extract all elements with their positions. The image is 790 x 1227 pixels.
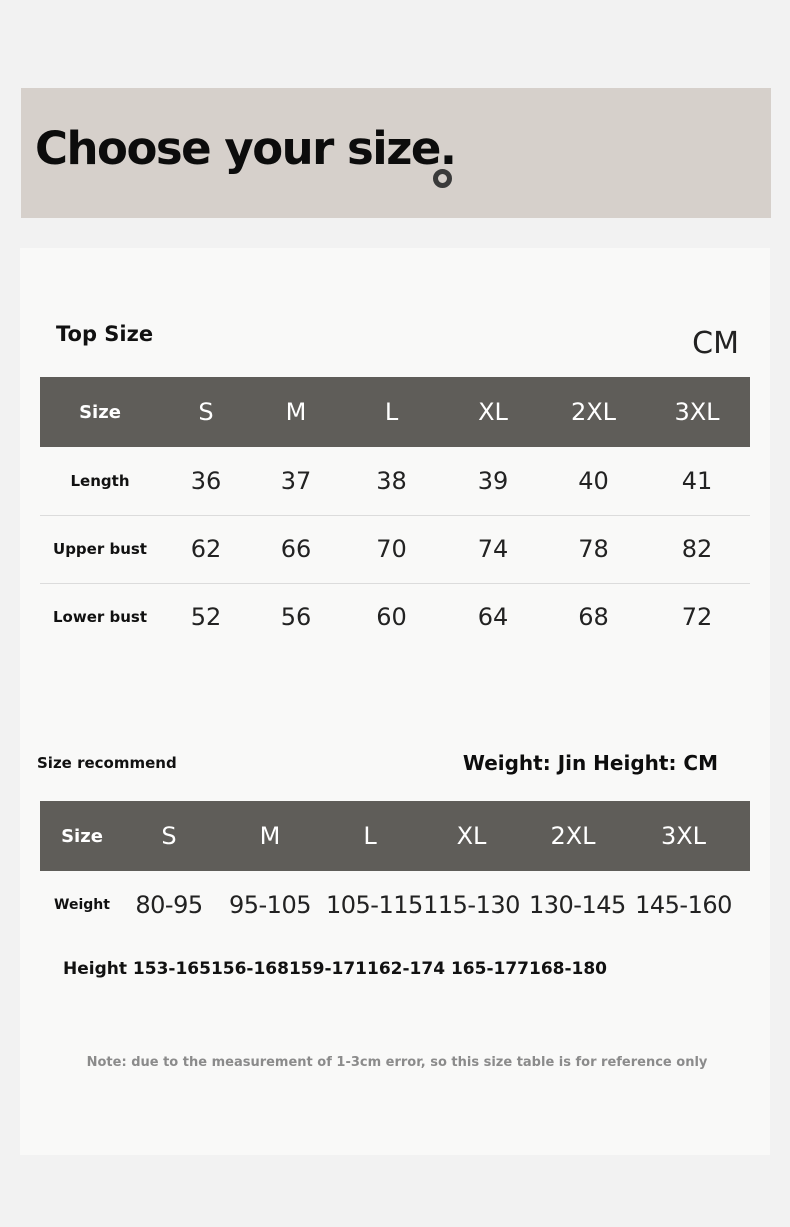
table-cell: 168-180 <box>528 959 608 979</box>
header-cell: M <box>252 377 340 447</box>
table-cell: 68 <box>578 603 609 632</box>
header-cell: S <box>124 801 214 871</box>
header-cell: L <box>340 377 443 447</box>
header-cell: 2XL <box>529 801 617 871</box>
table-cell: 64 <box>477 603 509 632</box>
top-size-title: Top Size <box>56 322 154 346</box>
ring-icon <box>433 169 452 188</box>
table-cell: 52 <box>190 603 222 632</box>
table-header-row <box>40 801 750 871</box>
table-cell: 60 <box>376 603 407 632</box>
table-cell: 40 <box>543 447 644 515</box>
banner <box>21 88 771 218</box>
disclaimer-note: Note: due to the measurement of 1-3cm error, so this size table is for reference only <box>86 1055 708 1070</box>
header-cell: M <box>214 801 326 871</box>
table-cell: 36 <box>160 447 252 515</box>
row-label: Weight <box>54 897 110 913</box>
header-cell: 3XL <box>644 377 750 447</box>
table-cell: 95-105 <box>228 891 311 919</box>
top-size-table <box>40 377 750 651</box>
size-recommend-title: Size recommend <box>37 754 177 772</box>
table-cell: 165-177 <box>450 959 529 979</box>
row-label: Height <box>63 959 127 979</box>
header-cell: Size <box>40 377 160 447</box>
size-recommend-units: Weight: Jin Height: CM <box>462 751 718 775</box>
table-cell: 162-174 <box>367 959 446 979</box>
size-recommend-table <box>40 801 750 939</box>
table-header-row <box>40 377 750 447</box>
table-cell: 72 <box>681 603 713 632</box>
table-cell: 62 <box>160 515 252 583</box>
row-label: Length <box>40 447 160 515</box>
height-row <box>63 959 607 979</box>
header-cell: S <box>160 377 252 447</box>
table-row <box>40 515 750 583</box>
table-cell: 153-165 <box>132 959 211 979</box>
table-row <box>40 583 750 651</box>
table-cell: 80-95 <box>135 891 203 919</box>
row-label: Lower bust <box>52 608 148 627</box>
table-cell: 78 <box>543 515 644 583</box>
banner-title: Choose your size. <box>35 122 456 175</box>
table-cell: 130-145 <box>529 891 626 919</box>
table-cell: 66 <box>252 515 340 583</box>
table-cell: 115-130 <box>423 891 520 919</box>
row-label: Upper bust <box>40 515 160 583</box>
size-chart-card <box>20 248 770 1155</box>
unit-label: CM <box>692 326 739 361</box>
table-cell: 156-168 <box>210 959 289 979</box>
table-cell: 39 <box>443 447 543 515</box>
table-cell: 74 <box>443 515 543 583</box>
header-cell: 2XL <box>543 377 644 447</box>
table-cell: 82 <box>644 515 750 583</box>
header-cell: XL <box>414 801 529 871</box>
table-cell: 38 <box>340 447 443 515</box>
header-cell: L <box>326 801 414 871</box>
table-cell: 70 <box>340 515 443 583</box>
table-row <box>40 871 750 939</box>
table-cell: 159-171 <box>288 959 367 979</box>
table-cell: 145-160 <box>635 891 732 919</box>
table-cell: 105-115 <box>326 891 423 919</box>
header-cell: XL <box>443 377 543 447</box>
table-cell: 41 <box>644 447 750 515</box>
table-cell: 56 <box>280 603 312 632</box>
header-cell: 3XL <box>617 801 750 871</box>
header-cell: Size <box>40 801 124 871</box>
table-cell: 37 <box>252 447 340 515</box>
table-row <box>40 447 750 515</box>
